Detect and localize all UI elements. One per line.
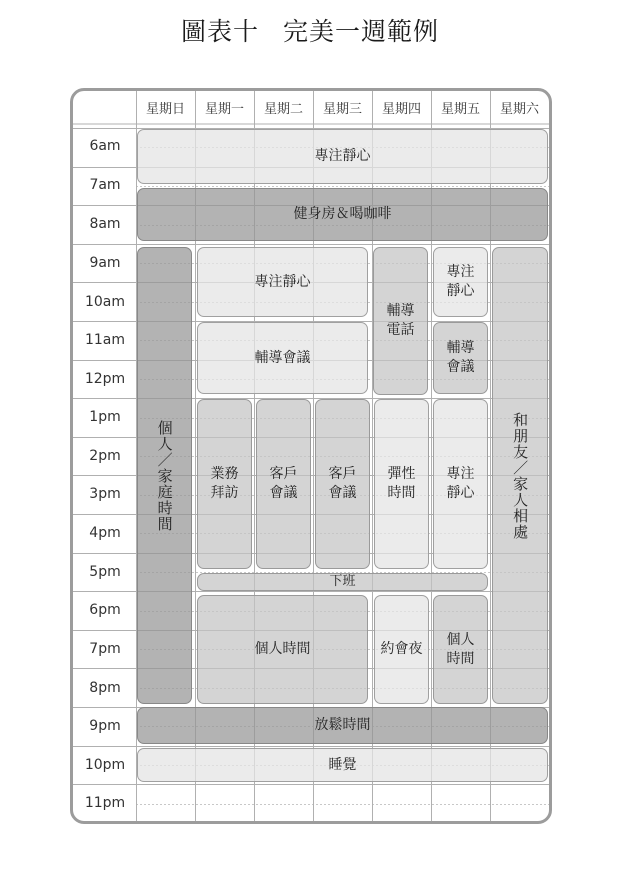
block-label: 約會夜 bbox=[380, 641, 423, 658]
block-focus-morning bbox=[137, 129, 548, 184]
block-personal-time-fri bbox=[433, 595, 488, 704]
block-flex-time bbox=[374, 399, 429, 569]
block-focus-fri-afternoon bbox=[433, 399, 488, 569]
block-label: 放鬆時間 bbox=[314, 717, 371, 734]
block-friends-family bbox=[492, 247, 548, 704]
hour-label: 3pm bbox=[89, 486, 121, 502]
block-label: 專注 靜心 bbox=[446, 466, 475, 501]
page-title bbox=[0, 12, 620, 48]
day-header-sat: 星期六 bbox=[499, 102, 539, 117]
hour-label: 8am bbox=[89, 216, 121, 232]
block-business-visit bbox=[197, 399, 252, 569]
block-label: 專注靜心 bbox=[254, 273, 311, 290]
block-personal-time bbox=[197, 595, 368, 704]
day-header-sun: 星期日 bbox=[145, 102, 185, 117]
block-coaching-meeting-fri bbox=[433, 322, 488, 394]
block-label: 和朋友／家人相處 bbox=[511, 411, 530, 540]
block-personal-family-time bbox=[137, 247, 192, 704]
block-label: 個人時間 bbox=[254, 641, 311, 658]
hour-label: 2pm bbox=[89, 448, 121, 464]
block-off-work bbox=[197, 573, 488, 591]
block-label: 個人 時間 bbox=[446, 631, 475, 667]
block-gym-coffee bbox=[137, 188, 548, 241]
block-label: 客戶 會議 bbox=[328, 466, 357, 501]
block-coaching-meeting bbox=[197, 322, 368, 394]
hour-label: 4pm bbox=[89, 525, 121, 541]
day-header-mon: 星期一 bbox=[204, 102, 244, 117]
block-focus-fri-morning bbox=[433, 247, 488, 317]
block-relax-time bbox=[137, 707, 548, 744]
block-label: 輔導 電話 bbox=[386, 303, 415, 338]
hour-label: 8pm bbox=[89, 680, 121, 696]
block-label: 個人／家庭時間 bbox=[155, 419, 174, 532]
block-focus-weekday bbox=[197, 247, 368, 317]
hour-label: 11am bbox=[84, 332, 126, 348]
figure-number: 圖表十 bbox=[180, 17, 259, 46]
hour-label: 12pm bbox=[84, 371, 126, 387]
figure-caption: 完美一週範例 bbox=[283, 17, 440, 46]
day-header-tue: 星期二 bbox=[263, 102, 303, 117]
hour-label: 7am bbox=[89, 177, 121, 193]
block-sleep bbox=[137, 748, 548, 782]
block-date-night bbox=[374, 595, 429, 704]
day-header-wed: 星期三 bbox=[322, 102, 362, 117]
block-label: 業務 拜訪 bbox=[210, 466, 239, 501]
hour-label: 10pm bbox=[84, 757, 126, 773]
block-client-meeting-tue bbox=[256, 399, 311, 569]
block-label: 健身房＆喝咖啡 bbox=[293, 206, 392, 223]
hour-label: 6pm bbox=[89, 602, 121, 618]
block-label: 輔導 會議 bbox=[446, 340, 475, 375]
block-coaching-calls bbox=[373, 247, 428, 395]
block-client-meeting-wed bbox=[315, 399, 370, 569]
hour-label: 11pm bbox=[84, 795, 126, 811]
block-label: 專注 靜心 bbox=[446, 264, 475, 299]
block-label: 專注靜心 bbox=[314, 148, 371, 165]
day-header-thu: 星期四 bbox=[381, 102, 421, 117]
block-label: 下班 bbox=[329, 574, 356, 590]
hour-label: 1pm bbox=[89, 409, 121, 425]
block-label: 彈性 時間 bbox=[387, 466, 416, 501]
block-label: 客戶 會議 bbox=[269, 466, 298, 501]
block-label: 睡覺 bbox=[328, 756, 357, 773]
hour-label: 9am bbox=[89, 255, 121, 271]
hour-label: 5pm bbox=[89, 564, 121, 580]
day-header-fri: 星期五 bbox=[440, 102, 480, 117]
block-label: 輔導會議 bbox=[254, 349, 311, 366]
hour-label: 9pm bbox=[89, 718, 121, 734]
hour-label: 6am bbox=[89, 138, 121, 154]
hour-label: 10am bbox=[84, 294, 126, 310]
hour-label: 7pm bbox=[89, 641, 121, 657]
